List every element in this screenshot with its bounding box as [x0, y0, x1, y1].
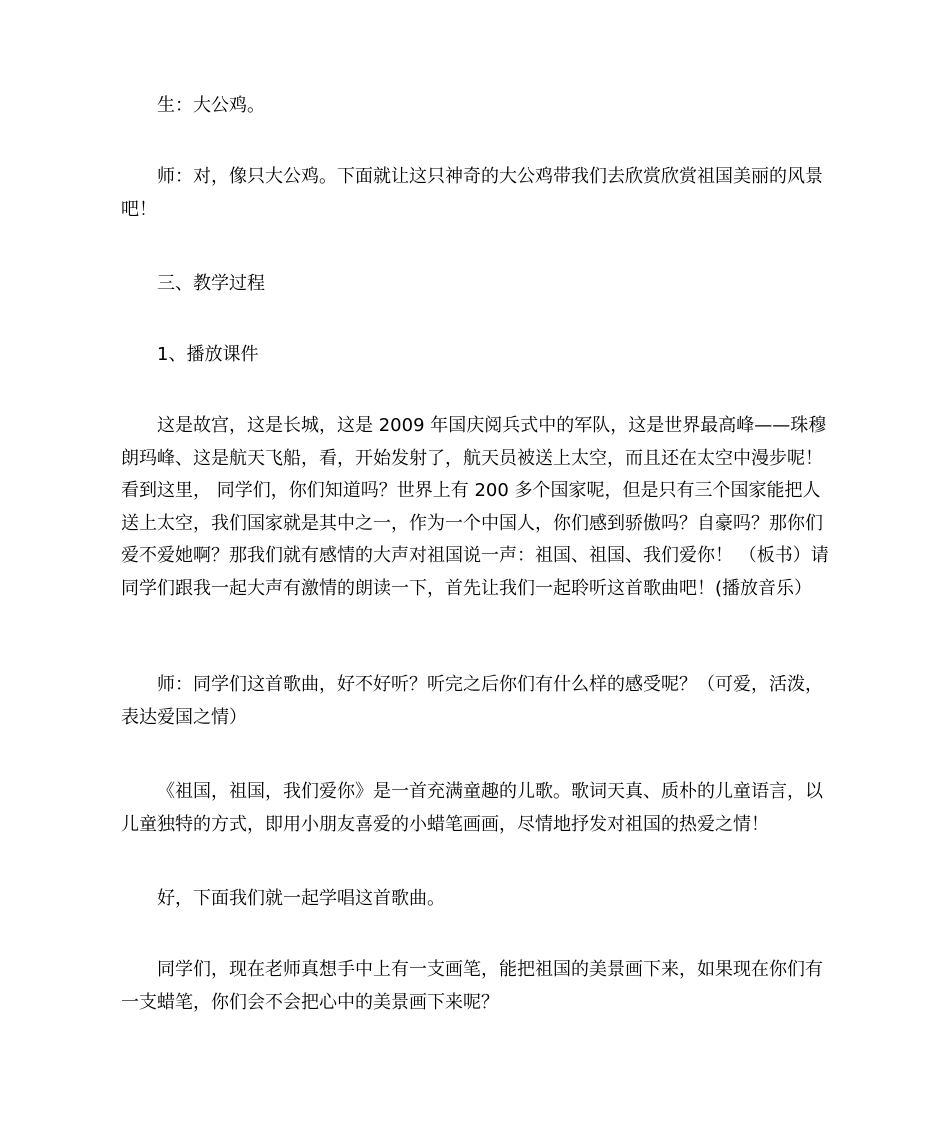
section-heading-teaching-process	[121, 268, 833, 301]
paragraph-courseware-narration	[121, 410, 833, 605]
text-line: 看到这里， 同学们，你们知道吗？世界上有 200 多个国家呢，但是只有三个国家能把人	[121, 480, 821, 501]
text-line: 《祖国，祖国，我们爱你》是一首充满童趣的儿歌。歌词天真、质朴的儿童语言，以	[157, 781, 823, 802]
paragraph-learn-song	[121, 883, 833, 916]
text-line: 好，下面我们就一起学唱这首歌曲。	[157, 888, 445, 909]
text-line: 同学们，现在老师真想手中上有一支画笔，能把祖国的美景画下来，如果现在你们有	[157, 959, 823, 980]
text-line: 表达爱国之情）	[121, 706, 247, 728]
paragraph-teacher-question	[121, 669, 833, 734]
text-line: 师：对，像只大公鸡。下面就让这只神奇的大公鸡带我们去欣赏欣赏祖国美丽的风景	[157, 166, 823, 187]
text-line: 生：大公鸡。	[157, 95, 265, 116]
text-line: 吧！	[121, 198, 157, 220]
paragraph-teacher-response	[121, 161, 833, 226]
text-line: 1、播放课件	[157, 344, 259, 365]
text-line: 同学们跟我一起大声有激情的朗读一下，首先让我们一起聆听这首歌曲吧！(播放音乐）	[121, 577, 813, 599]
paragraph-song-introduction	[121, 776, 833, 841]
text-line: 这是故宫，这是长城，这是 2009 年国庆阅兵式中的军队，这是世界最高峰——珠穆	[157, 415, 827, 436]
text-line: 儿童独特的方式，即用小朋友喜爱的小蜡笔画画，尽情地抒发对祖国的热爱之情！	[121, 813, 769, 835]
text-line: 送上太空，我们国家就是其中之一，作为一个中国人，你们感到骄傲吗？自豪吗？那你们	[121, 512, 823, 534]
text-line: 爱不爱她啊？那我们就有感情的大声对祖国说一声：祖国、祖国、我们爱你！ （板书）请	[121, 545, 829, 566]
text-line: 一支蜡笔，你们会不会把心中的美景画下来呢？	[121, 991, 499, 1013]
paragraph-crayon-question	[121, 954, 833, 1019]
text-line: 三、教学过程	[157, 273, 265, 294]
text-line: 师：同学们这首歌曲，好不好听？听完之后你们有什么样的感受呢？（可爱，活泼，	[157, 674, 823, 695]
subsection-heading-play-courseware	[121, 339, 833, 372]
text-line: 朗玛峰、这是航天飞船，看，开始发射了，航天员被送上太空，而且还在太空中漫步呢！	[121, 447, 823, 469]
paragraph-student-answer	[121, 90, 833, 123]
